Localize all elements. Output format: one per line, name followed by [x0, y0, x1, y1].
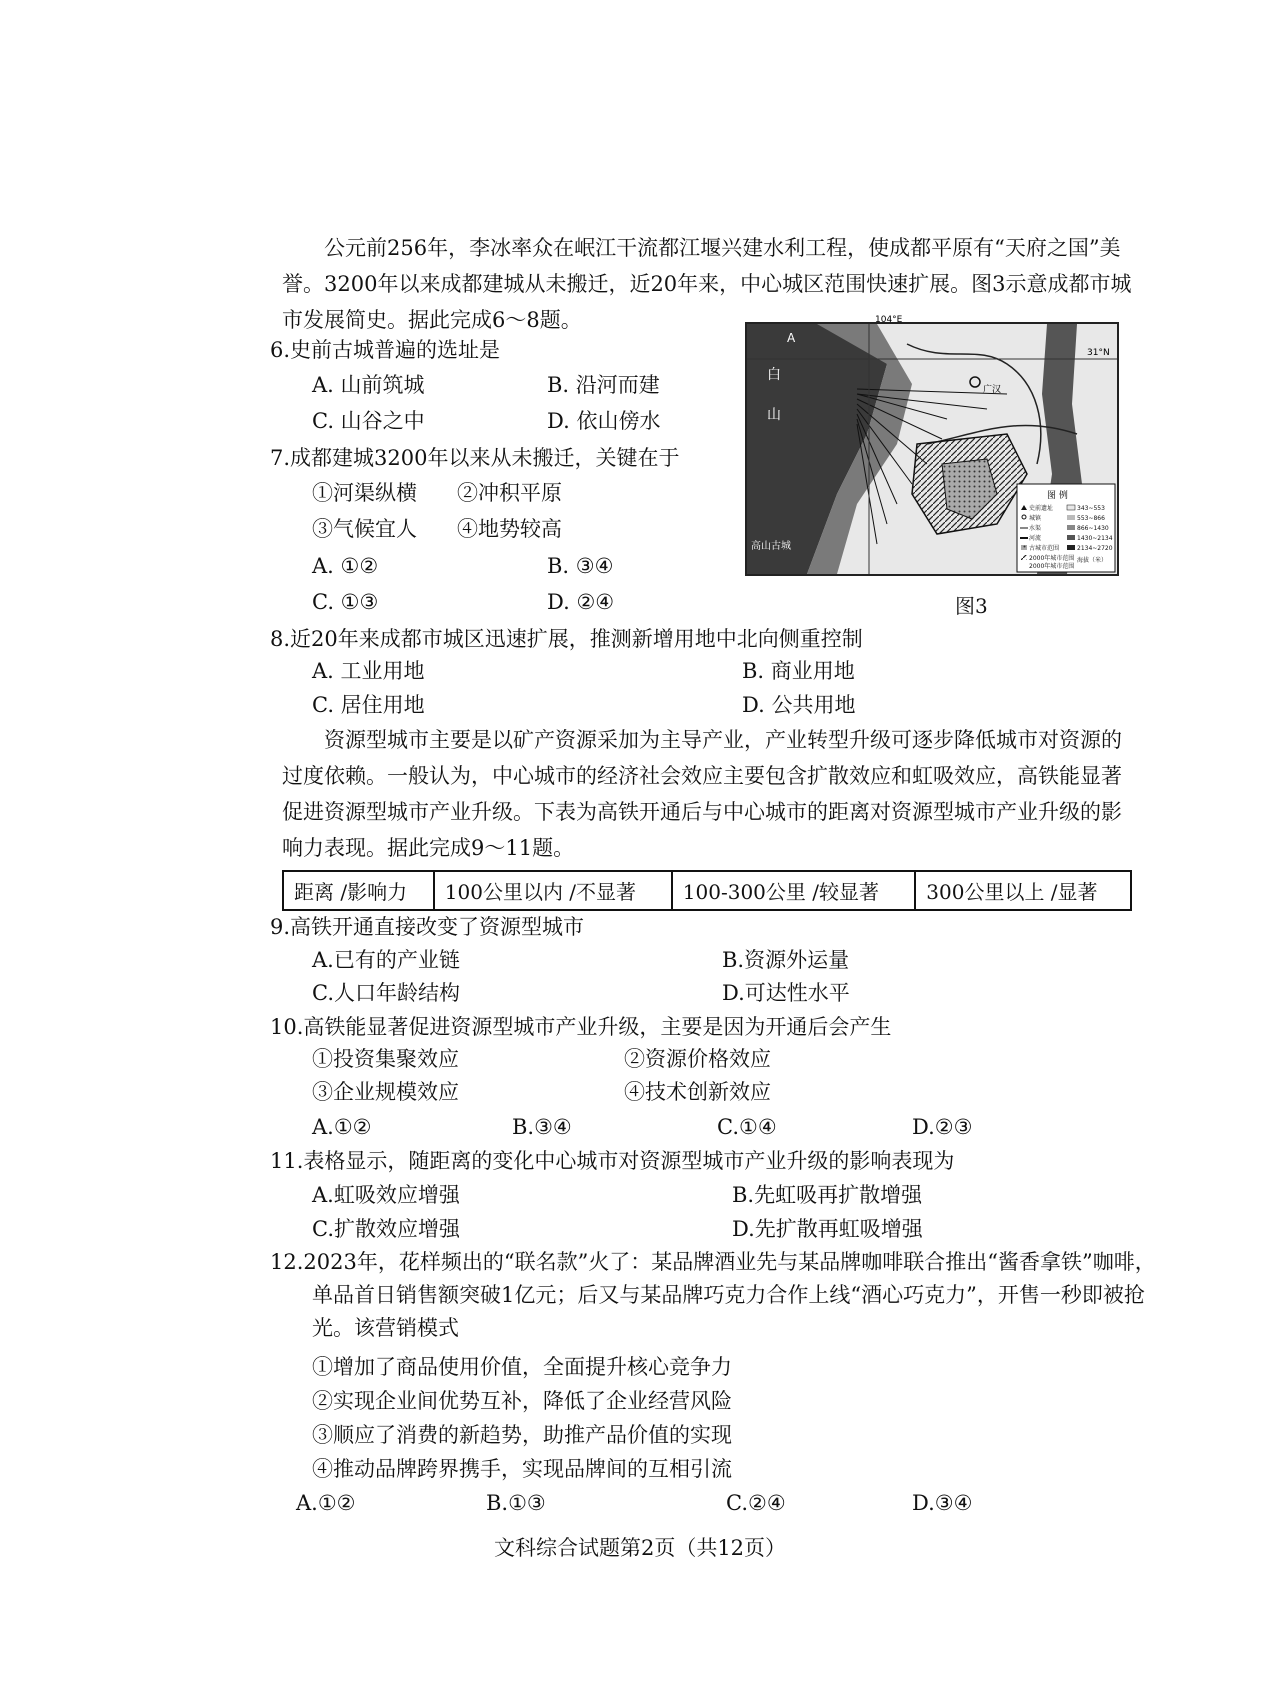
item-2: ②资源价格效应 — [624, 1047, 771, 1071]
table-cell: 100-300公里 /较显著 — [672, 871, 916, 910]
legend-item: 2000年城市范围 — [1029, 555, 1075, 562]
option-a: A. ①② — [312, 554, 379, 578]
legend-item: 河流 — [1029, 535, 1042, 542]
option-b: B.资源外运量 — [722, 948, 850, 972]
elevation-range: 866~1430 — [1077, 525, 1109, 532]
legend-item: 2000年城市范围 — [1029, 563, 1075, 570]
item-3: ③企业规模效应 — [312, 1080, 459, 1104]
elevation-range: 2134~2720 — [1077, 545, 1113, 552]
page-footer: 文科综合试题第2页（共12页） — [493, 1536, 787, 1560]
item-1: ①河渠纵横 — [312, 481, 417, 505]
legend-item: 城镇 — [1029, 515, 1042, 522]
place-label-shan: 山 — [767, 407, 781, 423]
item-3: ③气候宜人 — [312, 517, 417, 541]
option-b: B.①③ — [486, 1491, 546, 1515]
item-2: ②实现企业间优势互补，降低了企业经营风险 — [312, 1389, 732, 1413]
place-label-guanghan: 广汉 — [983, 385, 1002, 395]
passage-2: 资源型城市主要是以矿产资源采加为主导产业，产业转型升级可逐步降低城市对资源的过度依赖。一般认为，中心城市的经济社会效应主要包含扩散效应和虹吸效应，高铁能显著促进资源型城市产业升级。下表为高铁开通后与中心城市的距离对资源型城市产业升级的影响力表现。据此完成9～11题。 — [282, 728, 1122, 860]
question-9-stem: 9.高铁开通直接改变了资源型城市 — [270, 915, 585, 939]
option-c: C. ①③ — [312, 590, 379, 614]
option-c: C. 山谷之中 — [312, 409, 425, 433]
item-1: ①增加了商品使用价值，全面提升核心竞争力 — [312, 1355, 732, 1379]
question-12-stem: 12.2023年，花样频出的“联名款”火了：某品牌酒业先与某品牌咖啡联合推出“酱香拿铁”咖啡，单品首日销售额突破1亿元；后又与某品牌巧克力合作上线“酒心巧克力”，开售一秒即被抢光。该营销模式 — [270, 1250, 1156, 1340]
option-d: D.先扩散再虹吸增强 — [732, 1217, 923, 1241]
passage-1: 公元前256年，李冰率众在岷江干流都江堰兴建水利工程，使成都平原有“天府之国”美誉。3200年以来成都建城从未搬迁，近20年来，中心城区范围快速扩展。图3示意成都市城市发展简史。据此完成6～8题。 — [282, 236, 1132, 332]
elevation-range: 343~553 — [1077, 505, 1105, 512]
option-d: D.③④ — [912, 1491, 973, 1515]
option-d: D. ②④ — [547, 590, 615, 614]
option-a: A.已有的产业链 — [312, 948, 460, 972]
elevation-range: 1430~2134 — [1077, 535, 1113, 542]
map-graphic — [747, 315, 1117, 574]
figure-3-map — [745, 315, 1119, 576]
option-a: A.①② — [296, 1491, 356, 1515]
option-b: B. ③④ — [547, 554, 614, 578]
legend-item: 水渠 — [1029, 525, 1042, 532]
table-cell: 100公里以内 /不显著 — [434, 871, 672, 910]
elevation-range: 553~866 — [1077, 515, 1105, 522]
item-4: ④地势较高 — [457, 517, 562, 541]
option-d: D. 依山傍水 — [547, 409, 661, 433]
place-label-a: A — [787, 331, 796, 345]
legend-item: 古城市范围 — [1029, 545, 1060, 552]
option-b: B.先虹吸再扩散增强 — [732, 1183, 923, 1207]
question-6-stem: 6.史前古城普遍的选址是 — [270, 338, 501, 362]
option-a: A.虹吸效应增强 — [312, 1183, 460, 1207]
item-2: ②冲积平原 — [457, 481, 562, 505]
figure-caption: 图3 — [955, 594, 988, 618]
option-b: B. 商业用地 — [742, 659, 855, 683]
item-4: ④技术创新效应 — [624, 1080, 771, 1104]
question-7-stem: 7.成都建城3200年以来从未搬迁，关键在于 — [270, 446, 680, 470]
option-c: C.扩散效应增强 — [312, 1217, 460, 1241]
table-cell: 距离 /影响力 — [283, 871, 434, 910]
question-11-stem: 11.表格显示，随距离的变化中心城市对资源型城市产业升级的影响表现为 — [270, 1149, 955, 1173]
option-a: A. 山前筑城 — [312, 373, 425, 397]
item-3: ③顺应了消费的新趋势，助推产品价值的实现 — [312, 1423, 732, 1447]
longitude-label: 104°E — [875, 315, 903, 325]
elevation-unit: 海拔（米） — [1077, 557, 1108, 564]
place-label-gaoshan: 高山古城 — [751, 541, 791, 552]
item-1: ①投资集聚效应 — [312, 1047, 459, 1071]
option-c: C.②④ — [726, 1491, 786, 1515]
question-8-stem: 8.近20年来成都市城区迅速扩展，推测新增用地中北向侧重控制 — [270, 627, 863, 651]
place-label-bai: 白 — [767, 367, 781, 383]
question-10-stem: 10.高铁能显著促进资源型城市产业升级，主要是因为开通后会产生 — [270, 1015, 892, 1039]
table-cell: 300公里以上 /显著 — [915, 871, 1131, 910]
option-d: D.可达性水平 — [722, 981, 850, 1005]
option-c: C. 居住用地 — [312, 693, 425, 717]
latitude-label: 31°N — [1087, 348, 1110, 358]
option-c: C.人口年龄结构 — [312, 981, 460, 1005]
distance-influence-table — [282, 870, 1132, 911]
legend-item: 史前遗址 — [1029, 505, 1054, 512]
item-4: ④推动品牌跨界携手，实现品牌间的互相引流 — [312, 1457, 732, 1481]
option-d: D.②③ — [912, 1115, 973, 1139]
option-a: A. 工业用地 — [312, 659, 425, 683]
option-d: D. 公共用地 — [742, 693, 856, 717]
option-c: C.①④ — [717, 1115, 777, 1139]
option-b: B. 沿河而建 — [547, 373, 660, 397]
option-b: B.③④ — [512, 1115, 572, 1139]
legend-title: 图 例 — [1047, 491, 1068, 501]
option-a: A.①② — [312, 1115, 372, 1139]
table-row — [283, 871, 1131, 910]
